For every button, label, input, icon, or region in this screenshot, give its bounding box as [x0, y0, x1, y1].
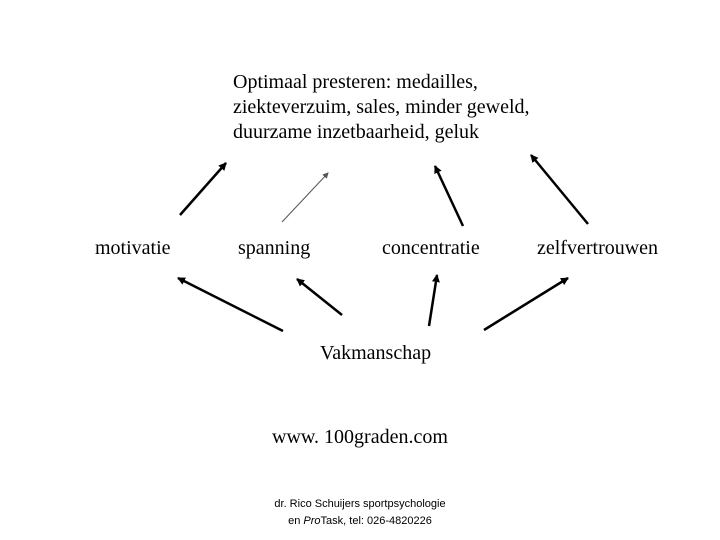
arrow-zelfvertrouwen-to-goal: [531, 155, 588, 224]
arrow-base-to-zelfvertrouwen: [484, 278, 568, 330]
base-vakmanschap: Vakmanschap: [320, 342, 432, 364]
arrow-concentratie-to-goal: [435, 166, 463, 226]
goal-line-3: duurzame inzetbaarheid, geluk: [233, 121, 479, 143]
factor-spanning: spanning: [238, 237, 311, 259]
credit-brand-rest: Task, tel: 026-4820226: [320, 515, 432, 527]
goal-text: [233, 70, 633, 145]
arrow-base-to-spanning: [297, 279, 342, 315]
factor-motivatie: motivatie: [95, 237, 171, 259]
arrow-spanning-to-goal: [282, 173, 328, 222]
credit-line-2: [260, 513, 460, 530]
arrow-base-to-concentratie: [429, 275, 437, 326]
credit-block: [260, 496, 460, 530]
credit-prefix: en: [288, 515, 304, 527]
factor-zelfvertrouwen: zelfvertrouwen: [537, 237, 659, 259]
goal-line-2: ziekteverzuim, sales, minder geweld,: [233, 96, 530, 118]
arrow-motivatie-to-goal: [180, 163, 226, 215]
credit-brand-italic: Pro: [303, 515, 321, 527]
credit-line-1: dr. Rico Schuijers sportpsychologie: [274, 498, 446, 510]
arrow-base-to-motivatie: [178, 278, 283, 331]
factor-concentratie: concentratie: [382, 237, 480, 259]
website-url: www. 100graden.com: [272, 426, 448, 448]
goal-line-1: Optimaal presteren: medailles,: [233, 71, 478, 93]
